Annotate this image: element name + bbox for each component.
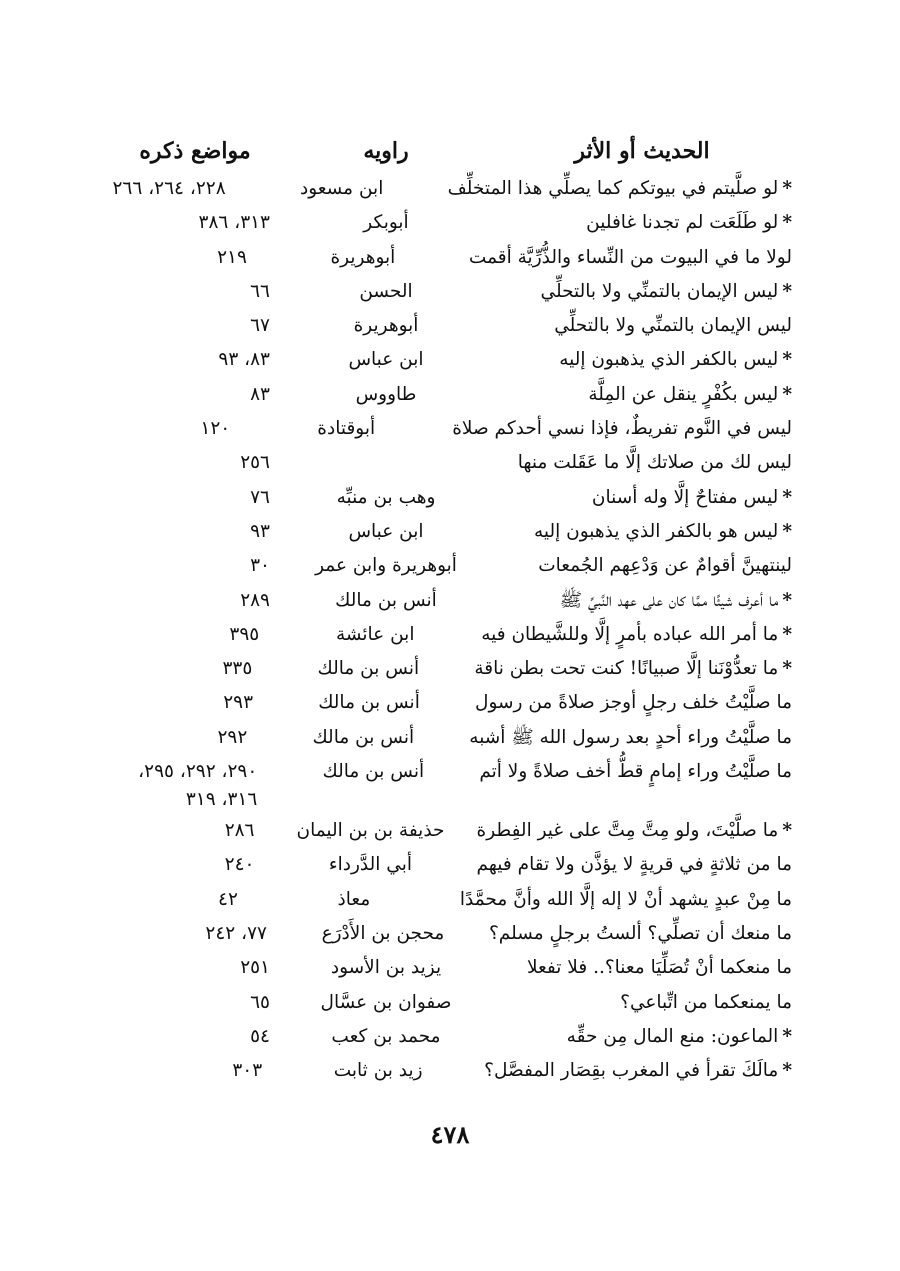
page-references: ٢٨٩ [240,589,270,611]
page-references: ٥٤ [250,1025,270,1047]
narrator-name: أنس بن مالك [318,692,420,714]
hadith-label: ما صلَّيْتُ وراء أحدٍ بعد رسول الله ﷺ أشبه [469,726,792,748]
header-narrator: راويه [363,138,409,164]
table-row [110,1020,792,1054]
asterisk-marker: * [782,280,792,302]
narrator-name: حذيفة بن بن اليمان [296,820,445,842]
hadith-label: ليس لك من صلاتك إلَّا ما عَقَلت منها [517,452,792,474]
hadith-text [481,618,792,652]
hadith-label: مالَكَ تقرأ في المغرب بقِصَار المفصَّل؟ [484,1060,779,1082]
page-references: ٦٦ [250,280,270,302]
page-references: ٨٣، ٩٣ [218,349,270,371]
hadith-text [469,241,792,275]
table-row [110,515,792,549]
asterisk-marker: * [782,820,792,842]
page-references: ٦٧ [250,315,270,337]
hadith-text [492,275,792,309]
page-references: ٨٣ [250,383,270,405]
hadith-label: ما أمر الله عباده بأمرٍ إلَّا وللشَّيطان فيه [481,623,779,645]
table-row [110,412,792,446]
table-row [110,343,792,377]
narrator-name: ابن عائشة [335,623,415,645]
hadith-text [492,481,792,515]
hadith-text [492,343,792,377]
narrator-name: أبوهريرة [353,315,419,337]
table-row [110,618,792,652]
hadith-label: ليس بالكفر الذي يذهبون إليه [559,349,779,371]
asterisk-marker: * [782,1060,792,1082]
hadith-text [492,1020,792,1054]
asterisk-marker: * [782,623,792,645]
narrator-name: أنس بن مالك [312,726,415,748]
page-references: ٢٤٠ [224,854,255,876]
hadith-label: ما منعكما أنْ تُصَلِّيَا معنا؟.. فلا تفعلا [526,957,792,979]
narrator-name: ابن عباس [348,349,424,371]
narrator-name: زيد بن ثابت [333,1060,423,1082]
hadith-label: ليس الإيمان بالتمنِّي ولا بالتحلِّي [540,280,779,302]
hadith-text [492,446,792,480]
hadith-text [475,686,792,720]
hadith-text [469,721,792,755]
page-number: ٤٧٨ [430,1120,470,1149]
header-places: مواضع ذكره [139,138,251,164]
hadith-label: ما صلَّيْتَ، ولو مِتَّ مِتَّ على غير الفِطرة [476,820,779,842]
page-references: ٤٢ [218,888,238,910]
table-row [110,814,792,848]
narrator-name: أبوقتادة [317,418,376,440]
hadith-label: ما صلَّيْتُ وراء إمامٍ قطُّ أخف صلاةً ولا أتم [479,761,792,783]
hadith-label: ليس مفتاحٌ إلَّا وله أسنان [591,486,779,508]
table-row [110,1054,792,1088]
table-row [110,275,792,309]
narrator-name: أبي الدَّرداء [328,854,413,876]
table-row [110,446,792,480]
page-references: ٣٠ [250,555,270,577]
hadith-text [492,584,792,618]
table-row [110,986,792,1020]
hadith-text [448,172,792,206]
narrator-name: أنس بن مالك [335,589,437,611]
narrator-name: معاذ [337,888,371,910]
page-references: ٢٩٣ [223,692,254,714]
narrator-name: يزيد بن الأسود [330,957,442,979]
hadith-label: ليس في النَّوم تفريطٌ، فإذا نسي أحدكم صلاة [452,418,792,440]
narrator-name: وهب بن منبِّه [336,486,436,508]
narrator-name: محمد بن كعب [331,1025,441,1047]
table-row [110,652,792,686]
hadith-label: الماعون: منع المال مِن حقِّه [566,1025,779,1047]
hadith-label: ما يمنعكما من اتِّباعي؟ [620,991,792,1013]
hadith-text [489,917,792,951]
asterisk-marker: * [782,589,792,611]
narrator-name: طاووس [355,383,417,405]
table-row [110,378,792,412]
table-row [110,917,792,951]
table-row [110,549,792,583]
narrator-name: أنس بن مالك [322,761,425,783]
hadith-label: ما مِنْ عبدٍ يشهد أنْ لا إله إلَّا الله وأنَّ محمَّدًا [459,888,792,910]
asterisk-marker: * [782,383,792,405]
page-references: ٧٧، ٢٤٢ [205,922,267,944]
narrator-name: أبوبكر [363,212,409,234]
narrator-name: أبوهريرة [330,246,396,268]
narrator-name: أبوهريرة وابن عمر [315,555,457,577]
narrator-name: الحسن [359,280,413,302]
hadith-text [492,206,792,240]
table-row [110,241,792,275]
hadith-text [474,652,792,686]
hadith-text [477,814,793,848]
narrator-name: صفوان بن عسَّال [320,991,452,1013]
hadith-text [492,951,792,985]
narrator-name: محجن بن الأَدْرَع [321,922,445,944]
page-references: ٢١٩ [217,246,247,268]
table-row [110,686,792,720]
hadith-label: ليس هو بالكفر الذي يذهبون إليه [534,520,779,542]
table-row [110,206,792,240]
table-body [110,172,792,1088]
header-hadith: الحديث أو الأثر [574,138,710,164]
asterisk-marker: * [782,178,792,199]
page-references: ٣٠٣ [232,1060,263,1082]
table-row [110,755,792,814]
page-references: ٧٦ [250,486,270,508]
narrator-name: ابن مسعود [299,178,384,199]
page-references: ٣١٣، ٣٨٦ [198,212,270,234]
hadith-label: لو صلَّيتم في بيوتكم كما يصلِّي هذا المتخلِّف [447,178,779,199]
hadith-text [476,848,792,882]
page-references: ٢٨٦ [224,820,255,842]
hadith-label: ما من ثلاثةٍ في قريةٍ لا يؤذَّن ولا تقام فيهم [476,854,792,876]
asterisk-marker: * [782,212,792,234]
hadith-text [460,883,792,917]
hadith-label: ما منعك أن تصلِّي؟ ألستُ برجلٍ مسلم؟ [488,922,792,944]
hadith-text [492,515,792,549]
page-references: ٣٩٥ [229,623,260,645]
page-references: ٦٥ [250,991,270,1013]
asterisk-marker: * [782,486,792,508]
hadith-label: ليس الإيمان بالتمنِّي ولا بالتحلِّي [554,315,792,337]
table-row [110,848,792,882]
hadith-text [492,309,792,343]
asterisk-marker: * [782,349,792,371]
index-table [110,130,792,1088]
hadith-text [479,755,792,789]
hadith-label: ما أعرف شيئًا ممَّا كان على عهد النَّبيِّ ﷺ [559,589,779,611]
hadith-text [452,412,792,446]
asterisk-marker: * [782,520,792,542]
page-references: ٩٣ [250,520,270,542]
table-row [110,309,792,343]
table-row [110,721,792,755]
hadith-label: لينتهينَّ أقوامٌ عن وَدْعِهم الجُمعات [538,555,792,577]
table-row [110,951,792,985]
page-references: ٢٢٨، ٢٦٤، ٢٦٦ [112,178,226,199]
table-row [110,481,792,515]
page-references: ١٢٠ [200,418,231,440]
table-row [110,584,792,618]
page-references: ٢٩٠، ٢٩٢، ٢٩٥، ٣١٦، ٣١٩ [138,761,258,811]
table-row [110,172,792,206]
hadith-label: ليس بكُفْرٍ ينقل عن المِلَّة [588,383,779,405]
narrator-name: ابن عباس [348,520,424,542]
hadith-label: لولا ما في البيوت من النِّساء والذُّرِّيَّة أقمت [468,246,792,268]
page-references: ٢٥١ [240,957,270,979]
hadith-text [492,378,792,412]
hadith-text [492,986,792,1020]
hadith-label: ما صلَّيْتُ خلف رجلٍ أوجز صلاةً من رسول [475,692,792,714]
asterisk-marker: * [782,658,792,680]
hadith-text [492,549,792,583]
hadith-label: لو طَلَعَت لم تجدنا غافلين [586,212,779,234]
hadith-text [484,1054,792,1088]
asterisk-marker: * [782,1025,792,1047]
page-references: ٢٥٦ [240,452,270,474]
narrator-name: أنس بن مالك [317,658,420,680]
table-row [110,883,792,917]
hadith-label: ما تعدُّوْنَنا إلَّا صبيانًا! كنت تحت بطن ناقة [474,658,779,680]
table-header [110,130,792,172]
page-references: ٣٣٥ [222,658,253,680]
page-references: ٢٩٢ [217,726,248,748]
